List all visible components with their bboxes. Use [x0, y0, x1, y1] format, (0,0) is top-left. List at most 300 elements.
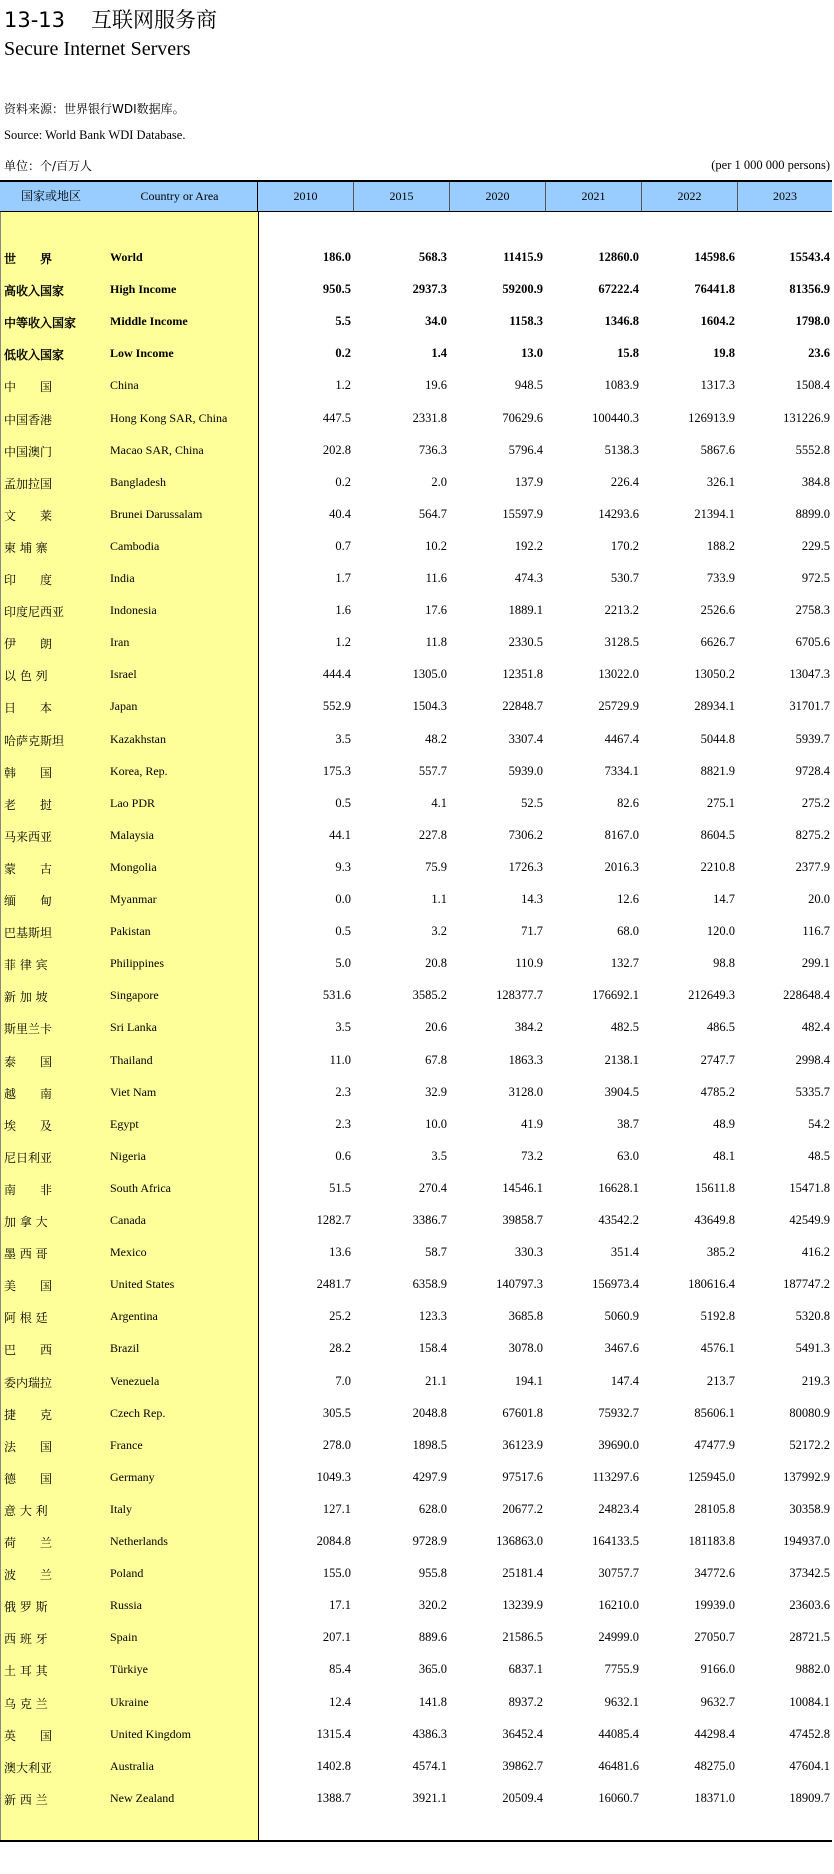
- value-cell: 226.4: [610, 474, 639, 489]
- value-cell: 75932.7: [598, 1405, 639, 1420]
- table-header: [0, 180, 832, 212]
- table-number: 13-13: [4, 8, 66, 32]
- table-row: [0, 1462, 834, 1494]
- value-cell: 4386.3: [412, 1726, 447, 1741]
- country-name-cn: 西 班 牙: [4, 1632, 48, 1647]
- value-cell: 155.0: [322, 1566, 351, 1581]
- value-cell: 21.1: [425, 1373, 447, 1388]
- value-cell: 137992.9: [783, 1469, 830, 1484]
- value-cell: 70629.6: [502, 410, 543, 425]
- value-cell: 4.1: [431, 795, 447, 810]
- value-cell: 736.3: [418, 442, 447, 457]
- value-cell: 1305.0: [412, 667, 447, 682]
- value-cell: 98.8: [713, 956, 735, 971]
- country-name-en: High Income: [110, 282, 177, 297]
- country-name-en: United States: [110, 1277, 175, 1292]
- value-cell: 5939.0: [508, 763, 543, 778]
- value-cell: 18909.7: [789, 1790, 830, 1805]
- table-row: [0, 370, 834, 402]
- country-name-en: United Kingdom: [110, 1726, 191, 1741]
- value-cell: 175.3: [322, 763, 351, 778]
- table-row: [0, 1237, 834, 1269]
- country-name-en: Korea, Rep.: [110, 763, 168, 778]
- country-name-en: Argentina: [110, 1309, 158, 1324]
- value-cell: 0.5: [335, 795, 351, 810]
- value-cell: 68.0: [617, 924, 639, 939]
- country-name-en: South Africa: [110, 1180, 171, 1195]
- value-cell: 54.2: [808, 1116, 830, 1131]
- value-cell: 186.0: [322, 250, 351, 264]
- country-name-cn: 美 国: [4, 1279, 53, 1294]
- country-name-en: Low Income: [110, 346, 174, 361]
- value-cell: 14.7: [713, 892, 735, 906]
- value-cell: 13050.2: [694, 667, 735, 682]
- country-name-cn: 日 本: [4, 701, 53, 716]
- country-name-en: World: [110, 250, 143, 264]
- country-name-en: Indonesia: [110, 603, 157, 618]
- country-name-cn: 马来西亚: [4, 829, 53, 844]
- value-cell: 474.3: [514, 571, 543, 585]
- value-cell: 6837.1: [508, 1662, 543, 1677]
- value-cell: 8167.0: [604, 827, 639, 842]
- country-name-en: Viet Nam: [110, 1084, 157, 1099]
- country-name-cn: 波 兰: [4, 1568, 53, 1583]
- country-name-en: Brunei Darussalam: [110, 506, 203, 521]
- table-row: [0, 948, 834, 980]
- value-cell: 41.9: [521, 1116, 543, 1131]
- country-name-en: Pakistan: [110, 924, 151, 939]
- value-cell: 11.6: [425, 571, 447, 585]
- value-cell: 20509.4: [502, 1790, 543, 1805]
- value-cell: 5335.7: [795, 1084, 830, 1099]
- country-name-en: Netherlands: [110, 1534, 168, 1548]
- value-cell: 275.1: [706, 795, 735, 810]
- value-cell: 568.3: [418, 250, 447, 264]
- table-row: [0, 788, 834, 820]
- table-row: [0, 1751, 834, 1783]
- country-name-cn: 中等收入国家: [4, 316, 77, 331]
- table-row: [0, 659, 834, 691]
- country-name-en: India: [110, 571, 135, 585]
- country-name-en: Venezuela: [110, 1373, 160, 1388]
- country-name-en: Lao PDR: [110, 795, 155, 810]
- value-cell: 127.1: [322, 1501, 351, 1516]
- value-cell: 75.9: [425, 859, 447, 874]
- value-cell: 0.2: [335, 346, 351, 361]
- value-cell: 628.0: [418, 1501, 447, 1516]
- value-cell: 85.4: [329, 1662, 351, 1677]
- value-cell: 156973.4: [592, 1277, 639, 1292]
- value-cell: 8604.5: [700, 827, 735, 842]
- header-country-en: Country or Area: [102, 182, 258, 211]
- table-row: [0, 595, 834, 627]
- table-row: [0, 274, 834, 306]
- table-row: [0, 1173, 834, 1205]
- header-year: 2010: [258, 182, 354, 211]
- value-cell: 3467.6: [604, 1341, 639, 1356]
- value-cell: 13047.3: [789, 667, 830, 682]
- value-cell: 5192.8: [700, 1309, 735, 1324]
- value-cell: 14.3: [521, 892, 543, 906]
- table-row: [0, 916, 834, 948]
- header-year: 2022: [642, 182, 738, 211]
- value-cell: 2747.7: [700, 1052, 735, 1067]
- table-row: [0, 1366, 834, 1398]
- value-cell: 23603.6: [789, 1598, 830, 1613]
- value-cell: 12.6: [617, 892, 639, 906]
- value-cell: 28105.8: [694, 1501, 735, 1516]
- country-name-cn: 以 色 列: [4, 669, 48, 684]
- value-cell: 326.1: [706, 474, 735, 489]
- country-name-en: Egypt: [110, 1116, 139, 1131]
- country-name-cn: 印度尼西亚: [4, 605, 65, 620]
- value-cell: 34772.6: [694, 1566, 735, 1581]
- value-cell: 2330.5: [508, 635, 543, 650]
- country-name-en: Philippines: [110, 956, 165, 971]
- value-cell: 1.2: [335, 378, 351, 393]
- country-name-en: Myanmar: [110, 892, 157, 906]
- value-cell: 6705.6: [795, 635, 830, 650]
- country-name-cn: 缅 甸: [4, 894, 53, 908]
- value-cell: 126913.9: [688, 410, 735, 425]
- table-row: [0, 1301, 834, 1333]
- table-row: [0, 403, 834, 435]
- value-cell: 42549.9: [789, 1213, 830, 1227]
- value-cell: 141.8: [418, 1694, 447, 1709]
- value-cell: 194937.0: [783, 1534, 830, 1548]
- country-name-en: Malaysia: [110, 827, 154, 842]
- value-cell: 16628.1: [598, 1180, 639, 1195]
- value-cell: 24999.0: [598, 1630, 639, 1645]
- country-name-en: Cambodia: [110, 538, 160, 553]
- value-cell: 47604.1: [789, 1758, 830, 1773]
- table-row: [0, 1622, 834, 1654]
- table-row: [0, 724, 834, 756]
- title-cn-text: 互联网服务商: [91, 8, 218, 32]
- value-cell: 482.5: [610, 1020, 639, 1035]
- table-row: [0, 1494, 834, 1526]
- table-row: [0, 1012, 834, 1044]
- country-name-cn: 乌 克 兰: [4, 1696, 48, 1711]
- value-cell: 180616.4: [688, 1277, 735, 1292]
- value-cell: 3585.2: [412, 988, 447, 1003]
- value-cell: 2937.3: [412, 282, 447, 297]
- table-row: [0, 1077, 834, 1109]
- value-cell: 15.8: [617, 346, 639, 361]
- value-cell: 1317.3: [700, 378, 735, 393]
- value-cell: 48.9: [713, 1116, 735, 1131]
- value-cell: 207.1: [322, 1630, 351, 1645]
- table-row: [0, 338, 834, 370]
- country-name-en: Canada: [110, 1213, 146, 1227]
- country-name-en: Mongolia: [110, 859, 157, 874]
- value-cell: 20677.2: [502, 1501, 543, 1516]
- table-row: [0, 1687, 834, 1719]
- value-cell: 486.5: [706, 1020, 735, 1035]
- value-cell: 1889.1: [508, 603, 543, 618]
- value-cell: 5939.7: [795, 731, 830, 746]
- value-cell: 299.1: [801, 956, 830, 971]
- value-cell: 48.1: [713, 1148, 735, 1163]
- value-cell: 192.2: [514, 538, 543, 553]
- value-cell: 531.6: [322, 988, 351, 1003]
- country-name-en: Poland: [110, 1566, 144, 1581]
- value-cell: 11415.9: [503, 250, 543, 264]
- value-cell: 15597.9: [502, 506, 543, 521]
- country-name-cn: 意 大 利: [4, 1503, 48, 1518]
- unit-label-cn: 单位：个/百万人: [4, 159, 93, 173]
- value-cell: 1346.8: [604, 314, 639, 329]
- country-name-cn: 埃 及: [4, 1118, 53, 1133]
- country-name-en: Israel: [110, 667, 137, 682]
- value-cell: 43542.2: [598, 1213, 639, 1227]
- value-cell: 3685.8: [508, 1309, 543, 1324]
- value-cell: 3128.5: [604, 635, 639, 650]
- value-cell: 1388.7: [316, 1790, 351, 1805]
- value-cell: 0.2: [335, 474, 351, 489]
- value-cell: 5.5: [335, 314, 351, 329]
- value-cell: 21586.5: [502, 1630, 543, 1645]
- country-name-cn: 蒙 古: [4, 861, 53, 876]
- value-cell: 188.2: [706, 538, 735, 553]
- country-name-cn: 委内瑞拉: [4, 1375, 53, 1390]
- value-cell: 7.0: [335, 1373, 351, 1388]
- value-cell: 14293.6: [598, 506, 639, 521]
- value-cell: 11.8: [425, 635, 447, 650]
- value-cell: 140797.3: [496, 1277, 543, 1292]
- country-name-cn: 捷 克: [4, 1407, 53, 1422]
- value-cell: 36123.9: [502, 1437, 543, 1452]
- value-cell: 19.8: [713, 346, 735, 361]
- table-row: [0, 1141, 834, 1173]
- value-cell: 58.7: [425, 1245, 447, 1260]
- value-cell: 16210.0: [598, 1598, 639, 1613]
- value-cell: 82.6: [617, 795, 639, 810]
- table-row: [0, 242, 834, 274]
- country-name-cn: 中国澳门: [4, 444, 53, 459]
- value-cell: 0.5: [335, 924, 351, 939]
- value-cell: 9728.9: [412, 1534, 447, 1548]
- value-cell: 4297.9: [412, 1469, 447, 1484]
- table-row: [0, 1398, 834, 1430]
- country-name-cn: 巴基斯坦: [4, 926, 53, 941]
- value-cell: 28721.5: [789, 1630, 830, 1645]
- source-note-cn: 资料来源：世界银行WDI数据库。: [4, 102, 185, 116]
- value-cell: 4574.1: [412, 1758, 447, 1773]
- header-year: 2015: [354, 182, 450, 211]
- value-cell: 5138.3: [604, 442, 639, 457]
- country-name-en: Czech Rep.: [110, 1405, 166, 1420]
- value-cell: 28.2: [329, 1341, 351, 1356]
- value-cell: 447.5: [322, 410, 351, 425]
- value-cell: 1798.0: [795, 314, 830, 329]
- value-cell: 194.1: [514, 1373, 543, 1388]
- country-name-cn: 菲 律 宾: [4, 958, 48, 973]
- country-name-cn: 孟加拉国: [4, 476, 53, 491]
- value-cell: 2.3: [335, 1084, 351, 1099]
- value-cell: 36452.4: [502, 1726, 543, 1741]
- value-cell: 44298.4: [694, 1726, 735, 1741]
- value-cell: 2016.3: [604, 859, 639, 874]
- table-row: [0, 1654, 834, 1686]
- country-name-en: Singapore: [110, 988, 159, 1003]
- country-name-en: Spain: [110, 1630, 138, 1645]
- value-cell: 48.5: [808, 1148, 830, 1163]
- table-row: [0, 1558, 834, 1590]
- table-row: [0, 1526, 834, 1558]
- value-cell: 5796.4: [508, 442, 543, 457]
- value-cell: 39858.7: [502, 1213, 543, 1227]
- country-name-cn: 法 国: [4, 1439, 53, 1454]
- value-cell: 136863.0: [496, 1534, 543, 1548]
- value-cell: 889.6: [418, 1630, 447, 1645]
- value-cell: 1504.3: [412, 699, 447, 714]
- table-row: [0, 1719, 834, 1751]
- value-cell: 1.1: [431, 892, 447, 906]
- value-cell: 20.0: [808, 892, 830, 906]
- value-cell: 18371.0: [694, 1790, 735, 1805]
- country-name-cn: 越 南: [4, 1086, 53, 1101]
- value-cell: 10084.1: [789, 1694, 830, 1709]
- country-name-en: France: [110, 1437, 143, 1452]
- value-cell: 15611.8: [694, 1180, 735, 1195]
- value-cell: 5552.8: [795, 442, 830, 457]
- value-cell: 3921.1: [412, 1790, 447, 1805]
- value-cell: 1315.4: [316, 1726, 351, 1741]
- value-cell: 38.7: [617, 1116, 639, 1131]
- value-cell: 120.0: [706, 924, 735, 939]
- value-cell: 13.0: [521, 346, 543, 361]
- value-cell: 25729.9: [598, 699, 639, 714]
- country-name-cn: 老 挝: [4, 797, 53, 812]
- value-cell: 1898.5: [412, 1437, 447, 1452]
- value-cell: 305.5: [322, 1405, 351, 1420]
- country-name-cn: 荷 兰: [4, 1536, 53, 1550]
- source-note-en: Source: World Bank WDI Database.: [4, 128, 186, 142]
- value-cell: 530.7: [610, 571, 639, 585]
- value-cell: 116.7: [802, 924, 830, 939]
- table-row: [0, 756, 834, 788]
- country-name-cn: 阿 根 廷: [4, 1311, 48, 1326]
- value-cell: 5060.9: [604, 1309, 639, 1324]
- country-name-en: Japan: [110, 699, 138, 714]
- table-row: [0, 1430, 834, 1462]
- value-cell: 229.5: [801, 538, 830, 553]
- value-cell: 3078.0: [508, 1341, 543, 1356]
- value-cell: 187747.2: [783, 1277, 830, 1292]
- country-name-cn: 新 西 兰: [4, 1792, 48, 1807]
- value-cell: 228648.4: [783, 988, 830, 1003]
- header-country-cn: 国家或地区: [20, 189, 81, 203]
- value-cell: 227.8: [418, 827, 447, 842]
- table-row: [0, 627, 834, 659]
- value-cell: 44.1: [329, 827, 351, 842]
- value-cell: 2377.9: [795, 859, 830, 874]
- value-cell: 32.9: [425, 1084, 447, 1099]
- unit-label-en: (per 1 000 000 persons): [711, 158, 830, 172]
- value-cell: 137.9: [514, 474, 543, 489]
- country-name-en: China: [110, 378, 139, 393]
- value-cell: 1.6: [335, 603, 351, 618]
- table-bottom-rule: [0, 1840, 832, 1842]
- value-cell: 37342.5: [789, 1566, 830, 1581]
- table-row: [0, 435, 834, 467]
- value-cell: 1.4: [431, 346, 447, 361]
- value-cell: 47477.9: [694, 1437, 735, 1452]
- table-row: [0, 499, 834, 531]
- value-cell: 3128.0: [508, 1084, 543, 1099]
- table-row: [0, 980, 834, 1012]
- value-cell: 131226.9: [783, 410, 830, 425]
- value-cell: 7334.1: [604, 763, 639, 778]
- country-name-en: Macao SAR, China: [110, 442, 204, 457]
- value-cell: 47452.8: [789, 1726, 830, 1741]
- value-cell: 7306.2: [508, 827, 543, 842]
- country-name-en: Ukraine: [110, 1694, 149, 1709]
- value-cell: 20.8: [425, 956, 447, 971]
- value-cell: 219.3: [801, 1373, 830, 1388]
- country-name-en: New Zealand: [110, 1790, 175, 1805]
- value-cell: 8899.0: [795, 506, 830, 521]
- value-cell: 113297.6: [592, 1469, 639, 1484]
- value-cell: 21394.1: [694, 506, 735, 521]
- value-cell: 59200.9: [502, 282, 543, 297]
- value-cell: 351.4: [610, 1245, 639, 1260]
- value-cell: 2048.8: [412, 1405, 447, 1420]
- value-cell: 9.3: [335, 859, 351, 874]
- value-cell: 330.3: [514, 1245, 543, 1260]
- header-year: 2021: [546, 182, 642, 211]
- value-cell: 125945.0: [688, 1469, 735, 1484]
- value-cell: 28934.1: [694, 699, 735, 714]
- value-cell: 181183.8: [688, 1534, 735, 1548]
- value-cell: 1726.3: [508, 859, 543, 874]
- value-cell: 270.4: [418, 1180, 447, 1195]
- value-cell: 278.0: [322, 1437, 351, 1452]
- value-cell: 6358.9: [412, 1277, 447, 1292]
- page-title-cn: [4, 4, 217, 34]
- value-cell: 52.5: [521, 795, 543, 810]
- table-row: [0, 1205, 834, 1237]
- value-cell: 552.9: [322, 699, 351, 714]
- table-row: [0, 1333, 834, 1365]
- value-cell: 71.7: [521, 924, 543, 939]
- table-row: [0, 467, 834, 499]
- value-cell: 365.0: [418, 1662, 447, 1677]
- value-cell: 3307.4: [508, 731, 543, 746]
- country-name-en: Russia: [110, 1598, 143, 1613]
- value-cell: 0.6: [335, 1148, 351, 1163]
- value-cell: 25181.4: [502, 1566, 543, 1581]
- value-cell: 5491.3: [795, 1341, 830, 1356]
- value-cell: 30358.9: [789, 1501, 830, 1516]
- value-cell: 2.3: [335, 1116, 351, 1131]
- country-name-cn: 泰 国: [4, 1054, 53, 1069]
- country-name-cn: 高收入国家: [4, 284, 65, 299]
- country-name-cn: 柬 埔 寨: [4, 540, 48, 555]
- country-name-en: Italy: [110, 1501, 132, 1516]
- value-cell: 81356.9: [789, 282, 830, 297]
- value-cell: 4467.4: [604, 731, 639, 746]
- value-cell: 123.3: [418, 1309, 447, 1324]
- table-row: [0, 563, 834, 595]
- value-cell: 2210.8: [700, 859, 735, 874]
- value-cell: 132.7: [610, 956, 639, 971]
- value-cell: 9882.0: [795, 1662, 830, 1677]
- country-name-en: Sri Lanka: [110, 1020, 157, 1035]
- value-cell: 948.5: [514, 378, 543, 393]
- country-name-en: Germany: [110, 1469, 155, 1484]
